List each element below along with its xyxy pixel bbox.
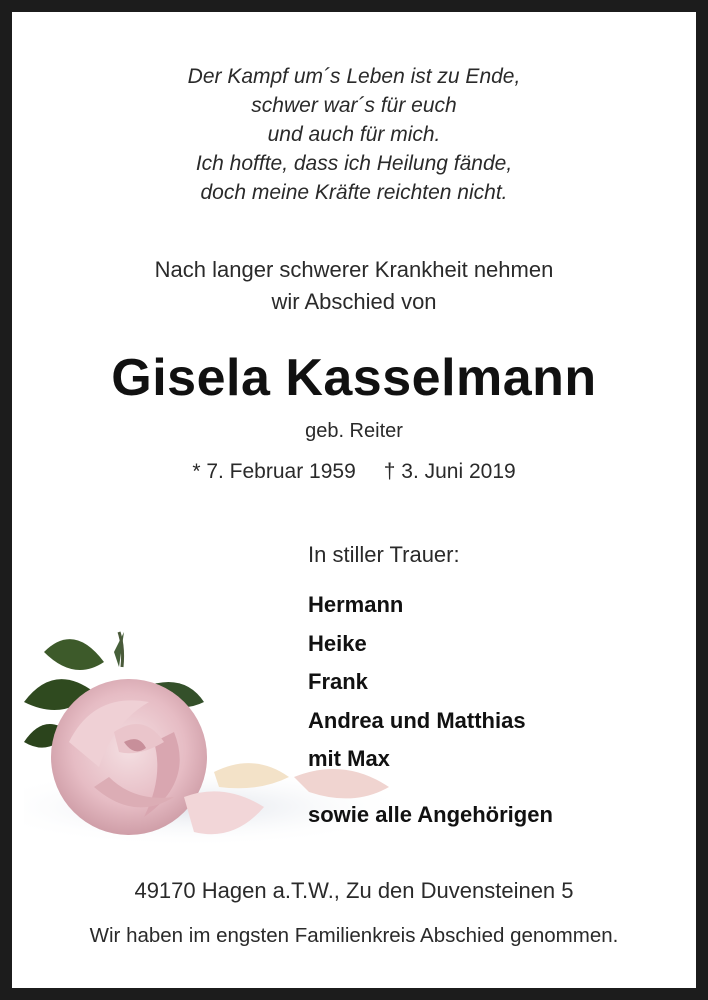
poem-line: doch meine Kräfte reichten nicht. [200, 181, 508, 204]
mourner-name: mit Max [308, 746, 390, 771]
mourners-list [308, 586, 526, 779]
death-date: † 3. Juni 2019 [383, 460, 516, 483]
intro-text [12, 254, 696, 318]
maiden-name: geb. Reiter [305, 420, 403, 442]
intro-line: wir Abschied von [271, 289, 437, 314]
poem-line: schwer war´s für euch [251, 94, 457, 117]
mourner-name: Andrea und Matthias [308, 707, 526, 733]
mourner-name: Frank [308, 669, 368, 694]
mourner-name: Hermann [308, 592, 404, 617]
poem-line: und auch für mich. [267, 123, 441, 146]
footer-note: Wir haben im engsten Familienkreis Abschied genommen. [89, 924, 619, 947]
poem-line: Der Kampf um´s Leben ist zu Ende, [187, 65, 521, 88]
intro-line: Nach langer schwerer Krankheit nehmen [154, 257, 554, 282]
poem-line: Ich hoffte, dass ich Heilung fände, [195, 152, 513, 175]
relatives-line: sowie alle Angehörigen [308, 802, 553, 827]
mourning-heading: In stiller Trauer: [308, 542, 460, 567]
birth-date: * 7. Februar 1959 [192, 460, 356, 483]
poem [12, 62, 696, 207]
address: 49170 Hagen a.T.W., Zu den Duvensteinen 5 [134, 878, 574, 903]
life-dates [12, 460, 696, 484]
mourner-name: Heike [308, 630, 367, 656]
deceased-name: Gisela Kasselmann [111, 349, 597, 407]
